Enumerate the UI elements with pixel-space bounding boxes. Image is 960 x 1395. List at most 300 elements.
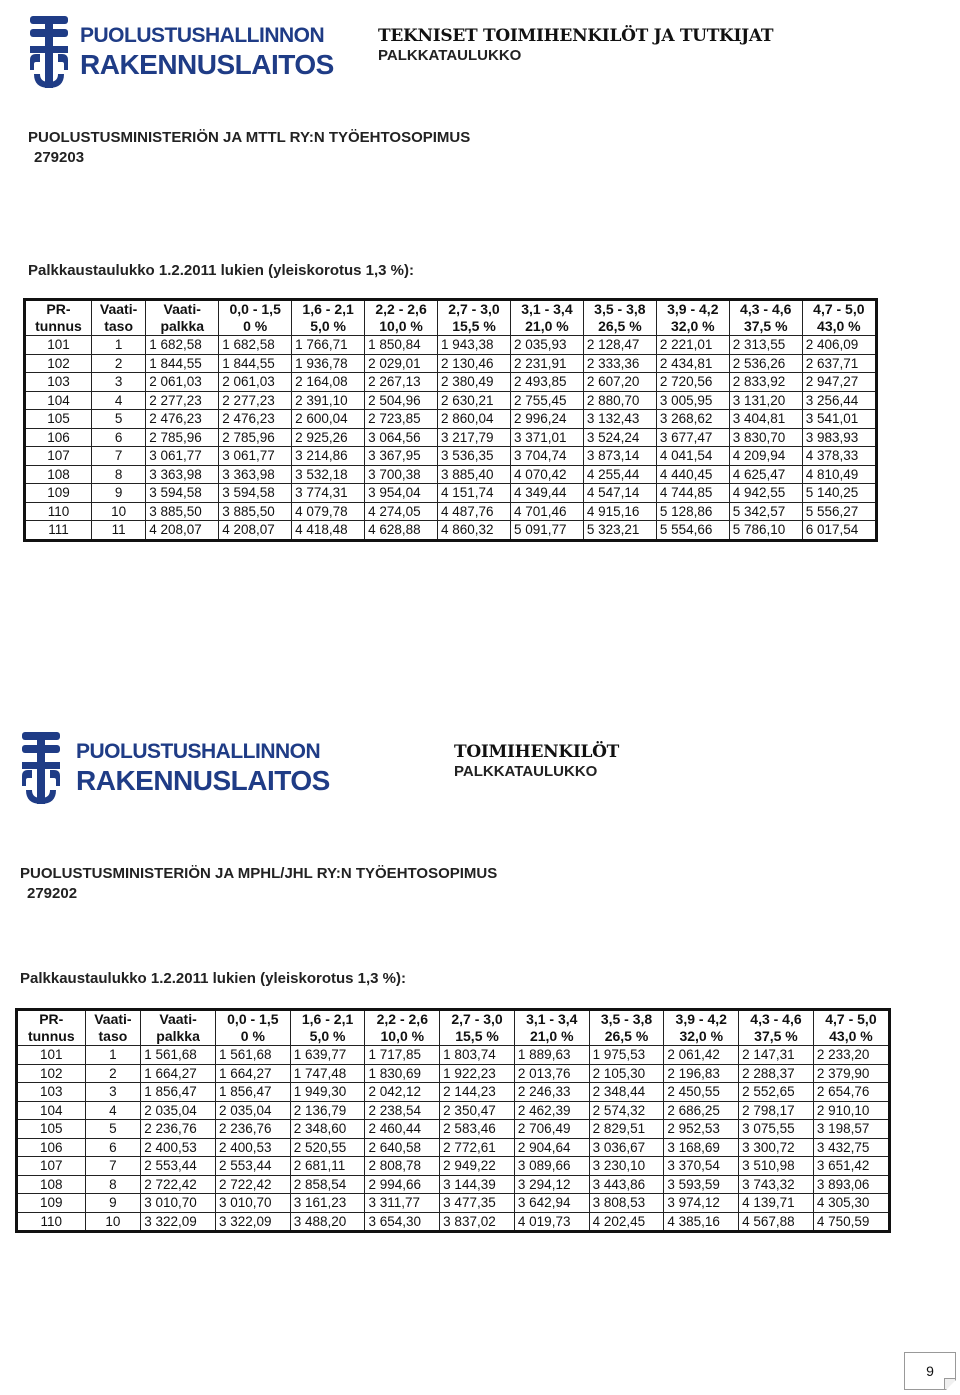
table-cell: 109: [25, 484, 92, 503]
table-cell: 8: [85, 1175, 141, 1194]
table-cell: 2 858,54: [290, 1175, 365, 1194]
table-cell: 3 642,94: [514, 1194, 589, 1213]
table-cell: 4 440,45: [656, 465, 729, 484]
table-cell: 2 720,56: [656, 373, 729, 392]
table-cell: 3 830,70: [729, 428, 802, 447]
table-cell: 2 462,39: [514, 1101, 589, 1120]
table-cell: 4 019,73: [514, 1212, 589, 1232]
table-cell: 4 151,74: [438, 484, 511, 503]
table-cell: 101: [17, 1046, 86, 1065]
table-cell: 2 947,27: [802, 373, 876, 392]
table-cell: 2 553,44: [141, 1157, 216, 1176]
column-header-line: 10,0 %: [379, 318, 423, 334]
table-cell: 4 139,71: [739, 1194, 814, 1213]
table-row: [25, 447, 877, 466]
column-header-line: Vaati-: [163, 301, 201, 317]
table-cell: 3: [85, 1083, 141, 1102]
table-cell: 3 061,77: [219, 447, 292, 466]
table-cell: 2 755,45: [510, 391, 583, 410]
table-cell: 4 385,16: [664, 1212, 739, 1232]
salary-table: [15, 1008, 891, 1233]
table-cell: 11: [91, 521, 145, 541]
table-cell: 4 567,88: [739, 1212, 814, 1232]
table-cell: 3 075,55: [739, 1120, 814, 1139]
table-header-row: [25, 300, 877, 336]
table-cell: 2 952,53: [664, 1120, 739, 1139]
column-header: [290, 1010, 365, 1046]
table-cell: 2 391,10: [292, 391, 365, 410]
column-header-line: Vaati-: [94, 1011, 132, 1027]
table-cell: 3 132,43: [583, 410, 656, 429]
table-cell: 2 061,03: [219, 373, 292, 392]
table-cell: 2 994,66: [365, 1175, 440, 1194]
table-cell: 104: [25, 391, 92, 410]
table-cell: 2 553,44: [215, 1157, 290, 1176]
column-header-line: 37,5 %: [754, 1028, 798, 1044]
table-cell: 103: [25, 373, 92, 392]
table-cell: 1 561,68: [215, 1046, 290, 1065]
table-cell: 2 910,10: [813, 1101, 889, 1120]
table-cell: 102: [25, 354, 92, 373]
table-cell: 3 443,86: [589, 1175, 664, 1194]
column-header: [141, 1010, 216, 1046]
table-cell: 2 277,23: [219, 391, 292, 410]
table-cell: 104: [17, 1101, 86, 1120]
table-cell: 2 434,81: [656, 354, 729, 373]
table-cell: 1 639,77: [290, 1046, 365, 1065]
table-cell: 3 367,95: [365, 447, 438, 466]
table-cell: 102: [17, 1064, 86, 1083]
table-row: [17, 1120, 890, 1139]
document-title: TEKNISET TOIMIHENKILÖT JA TUTKIJAT: [378, 26, 774, 46]
table-cell: 4 942,55: [729, 484, 802, 503]
table-row: [17, 1101, 890, 1120]
table-cell: 4 349,44: [510, 484, 583, 503]
table-row: [17, 1194, 890, 1213]
logo-line-2: RAKENNUSLAITOS: [76, 765, 330, 796]
table-cell: 4 487,76: [438, 502, 511, 521]
table-cell: 3 010,70: [141, 1194, 216, 1213]
table-cell: 5 323,21: [583, 521, 656, 541]
table-cell: 1 830,69: [365, 1064, 440, 1083]
emblem-icon: [22, 732, 60, 804]
column-header: [589, 1010, 664, 1046]
table-cell: 3 363,98: [146, 465, 219, 484]
table-cell: 6: [91, 428, 145, 447]
table-cell: 5 556,27: [802, 502, 876, 521]
table-cell: 4 750,59: [813, 1212, 889, 1232]
table-cell: 2 277,23: [146, 391, 219, 410]
column-header-line: 15,5 %: [455, 1028, 499, 1044]
table-cell: 2 035,93: [510, 336, 583, 355]
document-title: TOIMIHENKILÖT: [454, 742, 619, 762]
table-row: [25, 521, 877, 541]
table-cell: 108: [17, 1175, 86, 1194]
column-header-line: 3,9 - 4,2: [667, 301, 719, 317]
column-header-line: 26,5 %: [604, 1028, 649, 1044]
table-cell: 5 128,86: [656, 502, 729, 521]
table-cell: 4 915,16: [583, 502, 656, 521]
table-cell: 107: [17, 1157, 86, 1176]
table-cell: 2 600,04: [292, 410, 365, 429]
table-cell: 4: [85, 1101, 141, 1120]
column-header-line: 3,5 - 3,8: [594, 301, 646, 317]
table-cell: 1 664,27: [215, 1064, 290, 1083]
table-cell: 7: [85, 1157, 141, 1176]
logo-line-1: PUOLUSTUSHALLINNON: [76, 740, 321, 763]
table-cell: 10: [91, 502, 145, 521]
table-cell: 3 010,70: [215, 1194, 290, 1213]
table-cell: 6 017,54: [802, 521, 876, 541]
table-cell: 4 810,49: [802, 465, 876, 484]
table-cell: 2 035,04: [215, 1101, 290, 1120]
table-cell: 2 630,21: [438, 391, 511, 410]
table-cell: 3 677,47: [656, 428, 729, 447]
table-row: [25, 391, 877, 410]
column-header: [739, 1010, 814, 1046]
table-cell: 3 294,12: [514, 1175, 589, 1194]
table-cell: 3 363,98: [219, 465, 292, 484]
table-cell: 105: [17, 1120, 86, 1139]
table-cell: 2 860,04: [438, 410, 511, 429]
table-cell: 2 348,60: [290, 1120, 365, 1139]
table-cell: 2 164,08: [292, 373, 365, 392]
table-cell: 1 682,58: [219, 336, 292, 355]
table-cell: 2 996,24: [510, 410, 583, 429]
table-cell: 1 856,47: [215, 1083, 290, 1102]
column-header-line: 43,0 %: [817, 318, 861, 334]
table-cell: 3 404,81: [729, 410, 802, 429]
table-cell: 106: [17, 1138, 86, 1157]
table-cell: 1 844,55: [219, 354, 292, 373]
table-cell: 2 238,54: [365, 1101, 440, 1120]
column-header: [514, 1010, 589, 1046]
column-header: [365, 300, 438, 336]
table-row: [25, 484, 877, 503]
table-cell: 5: [85, 1120, 141, 1139]
table-cell: 4 209,94: [729, 447, 802, 466]
table-cell: 3 005,95: [656, 391, 729, 410]
table-cell: 2 379,90: [813, 1064, 889, 1083]
table-cell: 1: [91, 336, 145, 355]
table-cell: 105: [25, 410, 92, 429]
table-row: [25, 410, 877, 429]
table-cell: 1 949,30: [290, 1083, 365, 1102]
column-header-line: 10,0 %: [380, 1028, 425, 1044]
table-cell: 9: [85, 1194, 141, 1213]
column-header-line: 32,0 %: [679, 1028, 724, 1044]
table-cell: 2 400,53: [215, 1138, 290, 1157]
table-cell: 3 594,58: [146, 484, 219, 503]
table-cell: 3 217,79: [438, 428, 511, 447]
table-cell: 3 885,50: [146, 502, 219, 521]
column-header: [438, 300, 511, 336]
table-cell: 110: [17, 1212, 86, 1232]
table-cell: 2 829,51: [589, 1120, 664, 1139]
table-cell: 10: [85, 1212, 141, 1232]
table-cell: 3 064,56: [365, 428, 438, 447]
organization-logo: [22, 732, 330, 804]
column-header-line: 2,7 - 3,0: [448, 301, 500, 317]
table-cell: 2 105,30: [589, 1064, 664, 1083]
column-header-line: palkka: [160, 318, 205, 334]
page-number: [904, 1352, 956, 1390]
table-row: [25, 465, 877, 484]
table-cell: 3 510,98: [739, 1157, 814, 1176]
table-cell: 2 681,11: [290, 1157, 365, 1176]
table-cell: 1 803,74: [440, 1046, 515, 1065]
column-header-line: 15,5 %: [452, 318, 496, 334]
table-cell: 3 036,67: [589, 1138, 664, 1157]
table-cell: 108: [25, 465, 92, 484]
column-header-line: 5,0 %: [310, 318, 347, 334]
table-cell: 2 476,23: [219, 410, 292, 429]
table-cell: 4 202,45: [589, 1212, 664, 1232]
column-header-line: 2,7 - 3,0: [451, 1011, 503, 1027]
table-cell: 3 654,30: [365, 1212, 440, 1232]
table-cell: 4 744,85: [656, 484, 729, 503]
table-cell: 5: [91, 410, 145, 429]
column-header-line: 43,0 %: [829, 1028, 873, 1044]
table-cell: 2 808,78: [365, 1157, 440, 1176]
column-header: [292, 300, 365, 336]
agreement-code: 279203: [34, 149, 85, 166]
table-cell: 2 949,22: [440, 1157, 515, 1176]
table-cell: 3 168,69: [664, 1138, 739, 1157]
table-cell: 2 493,85: [510, 373, 583, 392]
table-cell: 3 488,20: [290, 1212, 365, 1232]
table-cell: 2 136,79: [290, 1101, 365, 1120]
table-cell: 110: [25, 502, 92, 521]
column-header-line: 2,2 - 2,6: [375, 301, 427, 317]
column-header-line: 26,5 %: [598, 318, 642, 334]
column-header-line: 4,3 - 4,6: [740, 301, 792, 317]
table-cell: 111: [25, 521, 92, 541]
table-cell: 6: [85, 1138, 141, 1157]
table-cell: 8: [91, 465, 145, 484]
table-cell: 4 041,54: [656, 447, 729, 466]
table-cell: 103: [17, 1083, 86, 1102]
table-cell: 3 983,93: [802, 428, 876, 447]
table-cell: 4 070,42: [510, 465, 583, 484]
column-header-line: 32,0 %: [671, 318, 715, 334]
table-cell: 2 061,03: [146, 373, 219, 392]
page-fold-icon: [944, 1378, 955, 1389]
table-cell: 2 637,71: [802, 354, 876, 373]
column-header-line: 21,0 %: [525, 318, 569, 334]
table-cell: 2: [91, 354, 145, 373]
table-cell: 5 342,57: [729, 502, 802, 521]
table-cell: 3 524,24: [583, 428, 656, 447]
table-cell: 2 640,58: [365, 1138, 440, 1157]
table-cell: 3 432,75: [813, 1138, 889, 1157]
column-header-line: palkka: [156, 1028, 200, 1044]
column-header-line: 4,7 - 5,0: [825, 1011, 877, 1027]
column-header: [583, 300, 656, 336]
table-cell: 4 274,05: [365, 502, 438, 521]
table-cell: 1 856,47: [141, 1083, 216, 1102]
column-header: [440, 1010, 515, 1046]
table-cell: 2 460,44: [365, 1120, 440, 1139]
table-row: [17, 1138, 890, 1157]
table-cell: 2 406,09: [802, 336, 876, 355]
column-header-line: 3,1 - 3,4: [526, 1011, 578, 1027]
agreement-name: PUOLUSTUSMINISTERIÖN JA MPHL/JHL RY:N TYÖEHTOSOPIMUS: [20, 865, 498, 882]
table-cell: 2 722,42: [141, 1175, 216, 1194]
table-cell: 3 743,32: [739, 1175, 814, 1194]
table-cell: 1 850,84: [365, 336, 438, 355]
table-cell: 2 196,83: [664, 1064, 739, 1083]
table-cell: 3 974,12: [664, 1194, 739, 1213]
table-cell: 109: [17, 1194, 86, 1213]
table-cell: 4 860,32: [438, 521, 511, 541]
table-row: [25, 502, 877, 521]
table-cell: 2 233,20: [813, 1046, 889, 1065]
table-cell: 2 552,65: [739, 1083, 814, 1102]
table-cell: 2 706,49: [514, 1120, 589, 1139]
table-row: [17, 1046, 890, 1065]
table-cell: 4 079,78: [292, 502, 365, 521]
column-header: [91, 300, 145, 336]
table-cell: 2 348,44: [589, 1083, 664, 1102]
table-row: [17, 1175, 890, 1194]
column-header: [146, 300, 219, 336]
table-cell: 2 476,23: [146, 410, 219, 429]
table-cell: 2 925,26: [292, 428, 365, 447]
table-cell: 5 091,77: [510, 521, 583, 541]
table-cell: 4: [91, 391, 145, 410]
column-header: [215, 1010, 290, 1046]
table-cell: 3 311,77: [365, 1194, 440, 1213]
table-header-row: [17, 1010, 890, 1046]
table-row: [17, 1064, 890, 1083]
table-cell: 1: [85, 1046, 141, 1065]
table-cell: 4 625,47: [729, 465, 802, 484]
table-cell: 4 547,14: [583, 484, 656, 503]
table-cell: 3 541,01: [802, 410, 876, 429]
table-cell: 3 322,09: [215, 1212, 290, 1232]
column-header: [85, 1010, 141, 1046]
table-cell: 3 370,54: [664, 1157, 739, 1176]
column-header-line: taso: [98, 1028, 128, 1044]
document-subtitle: PALKKATAULUKKO: [378, 47, 522, 64]
table-cell: 2 288,37: [739, 1064, 814, 1083]
table-cell: 1 936,78: [292, 354, 365, 373]
table-cell: 2 350,47: [440, 1101, 515, 1120]
column-header: [219, 300, 292, 336]
table-cell: 2 904,64: [514, 1138, 589, 1157]
column-header-line: PR-: [46, 301, 71, 317]
column-header-line: taso: [104, 318, 133, 334]
table-cell: 2 013,76: [514, 1064, 589, 1083]
column-header-line: 3,9 - 4,2: [675, 1011, 727, 1027]
table-cell: 3 198,57: [813, 1120, 889, 1139]
column-header-line: 3,5 - 3,8: [600, 1011, 653, 1027]
table-cell: 4 628,88: [365, 521, 438, 541]
agreement-code: 279202: [27, 885, 78, 902]
table-cell: 4 208,07: [219, 521, 292, 541]
table-cell: 2 723,85: [365, 410, 438, 429]
logo-line-1: PUOLUSTUSHALLINNON: [80, 24, 325, 47]
table-cell: 7: [91, 447, 145, 466]
table-cell: 2 221,01: [656, 336, 729, 355]
table-cell: 2 654,76: [813, 1083, 889, 1102]
table-cell: 3 268,62: [656, 410, 729, 429]
table-row: [17, 1212, 890, 1232]
table-cell: 2 042,12: [365, 1083, 440, 1102]
page-number-label: 9: [926, 1363, 934, 1379]
table-cell: 4 418,48: [292, 521, 365, 541]
column-header-line: 4,7 - 5,0: [813, 301, 865, 317]
table-cell: 3 885,50: [219, 502, 292, 521]
column-header-line: 5,0 %: [309, 1028, 346, 1044]
table-cell: 3 477,35: [440, 1194, 515, 1213]
table-cell: 2 504,96: [365, 391, 438, 410]
table-row: [17, 1157, 890, 1176]
table-cell: 3 873,14: [583, 447, 656, 466]
table-cell: 2 313,55: [729, 336, 802, 355]
table-cell: 3 230,10: [589, 1157, 664, 1176]
table-cell: 1 664,27: [141, 1064, 216, 1083]
table-caption: Palkkaustaulukko 1.2.2011 lukien (yleiskorotus 1,3 %):: [20, 970, 407, 987]
table-cell: 2 147,31: [739, 1046, 814, 1065]
table-cell: 1 975,53: [589, 1046, 664, 1065]
table-cell: 1 747,48: [290, 1064, 365, 1083]
table-row: [25, 428, 877, 447]
column-header: [802, 300, 876, 336]
table-cell: 2 607,20: [583, 373, 656, 392]
table-cell: 1 561,68: [141, 1046, 216, 1065]
table-cell: 2 128,47: [583, 336, 656, 355]
table-cell: 3 893,06: [813, 1175, 889, 1194]
table-cell: 2 236,76: [141, 1120, 216, 1139]
column-header-line: tunnus: [35, 318, 82, 334]
table-cell: 2 144,23: [440, 1083, 515, 1102]
table-cell: 3 593,59: [664, 1175, 739, 1194]
table-cell: 2 029,01: [365, 354, 438, 373]
column-header: [656, 300, 729, 336]
table-cell: 3 954,04: [365, 484, 438, 503]
table-cell: 9: [91, 484, 145, 503]
table-cell: 3 885,40: [438, 465, 511, 484]
column-header-line: 0 %: [240, 1028, 265, 1044]
table-cell: 2 035,04: [141, 1101, 216, 1120]
table-cell: 1 943,38: [438, 336, 511, 355]
table-cell: 2 574,32: [589, 1101, 664, 1120]
table-cell: 3 371,01: [510, 428, 583, 447]
column-header: [813, 1010, 889, 1046]
column-header-line: 2,2 - 2,6: [376, 1011, 428, 1027]
table-cell: 2 246,33: [514, 1083, 589, 1102]
column-header-line: Vaati-: [99, 301, 138, 317]
table-cell: 3 089,66: [514, 1157, 589, 1176]
table-cell: 1 766,71: [292, 336, 365, 355]
table-cell: 3 704,74: [510, 447, 583, 466]
column-header-line: 0 %: [243, 318, 268, 334]
table-cell: 2 231,91: [510, 354, 583, 373]
organization-logo: [30, 16, 334, 88]
table-row: [25, 373, 877, 392]
table-cell: 2 520,55: [290, 1138, 365, 1157]
column-header-line: PR-: [39, 1011, 64, 1027]
table-cell: 2 880,70: [583, 391, 656, 410]
table-cell: 4 378,33: [802, 447, 876, 466]
table-cell: 2 333,36: [583, 354, 656, 373]
column-header-line: tunnus: [27, 1028, 75, 1044]
table-cell: 1 844,55: [146, 354, 219, 373]
table-cell: 3 700,38: [365, 465, 438, 484]
table-cell: 4 701,46: [510, 502, 583, 521]
